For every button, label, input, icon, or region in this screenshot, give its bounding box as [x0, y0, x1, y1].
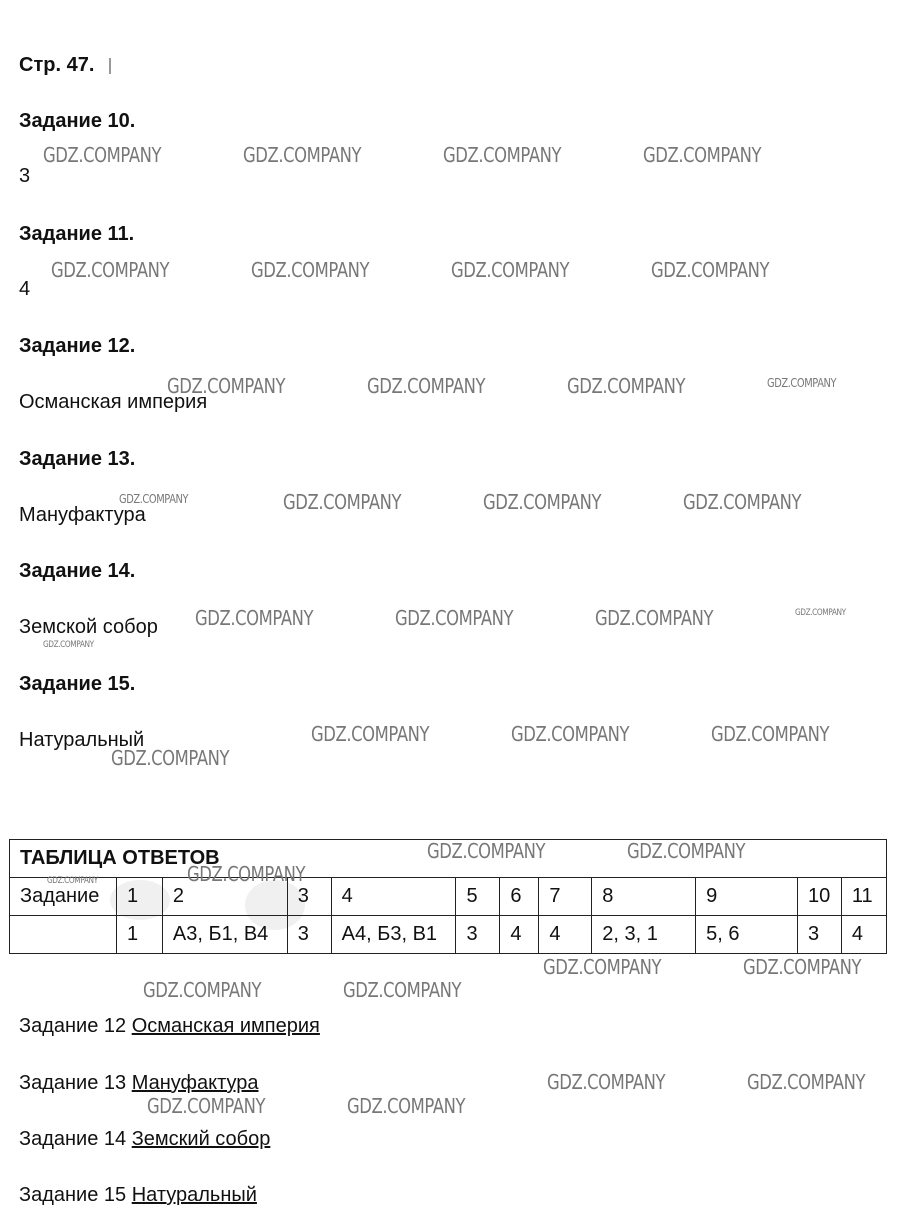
table-header-label: Задание — [10, 878, 117, 916]
watermark: GDZ.COMPANY — [51, 258, 170, 282]
watermark: GDZ.COMPANY — [243, 143, 362, 167]
watermark: GDZ.COMPANY — [747, 1070, 866, 1094]
watermark: GDZ.COMPANY — [195, 606, 314, 630]
table-answer-cell: 4 — [500, 916, 539, 954]
watermark: GDZ.COMPANY — [251, 258, 370, 282]
task-15-heading: Задание 15. — [19, 673, 136, 695]
task-10-heading: Задание 10. — [19, 110, 136, 132]
watermark: GDZ.COMPANY — [367, 374, 486, 398]
watermark: GDZ.COMPANY — [543, 955, 662, 979]
table-answer-cell: 2, 3, 1 — [592, 916, 696, 954]
watermark: GDZ.COMPANY — [187, 862, 306, 886]
task-12-answer: Османская империя — [19, 391, 208, 413]
table-header-cell: 2 — [162, 878, 287, 916]
table-header-cell: 3 — [287, 878, 331, 916]
watermark: GDZ.COMPANY — [43, 143, 162, 167]
table-answer-cell: 1 — [116, 916, 162, 954]
table-answer-cell: 5, 6 — [696, 916, 798, 954]
watermark: GDZ.COMPANY — [643, 143, 762, 167]
table-answer-cell: А3, Б1, В4 — [162, 916, 287, 954]
table-header-cell: 11 — [841, 878, 886, 916]
summary-value-link[interactable]: Земский собор — [131, 1128, 271, 1150]
watermark: GDZ.COMPANY — [483, 490, 602, 514]
table-header-cell: 8 — [592, 878, 696, 916]
watermark: GDZ.COMPANY — [43, 640, 94, 650]
watermark: GDZ.COMPANY — [547, 1070, 666, 1094]
watermark: GDZ.COMPANY — [311, 722, 430, 746]
task-11-heading: Задание 11. — [19, 223, 135, 245]
watermark: GDZ.COMPANY — [167, 374, 286, 398]
summary-value-link[interactable]: Османская империя — [131, 1015, 320, 1037]
task-13-heading: Задание 13. — [19, 448, 136, 470]
task-14-heading: Задание 14. — [19, 560, 136, 582]
watermark: GDZ.COMPANY — [143, 978, 262, 1002]
table-answer-cell: 3 — [456, 916, 500, 954]
watermark: GDZ.COMPANY — [147, 1094, 266, 1118]
watermark: GDZ.COMPANY — [119, 492, 189, 506]
table-answer-row — [10, 916, 887, 954]
summary-label: Задание 12 — [19, 1015, 127, 1037]
table-answer-cell: 3 — [287, 916, 331, 954]
table-answer-cell: 4 — [841, 916, 886, 954]
watermark: GDZ.COMPANY — [767, 376, 837, 390]
table-answer-label — [10, 916, 117, 954]
watermark: GDZ.COMPANY — [651, 258, 770, 282]
summary-line-14 — [19, 1128, 270, 1151]
watermark: GDZ.COMPANY — [395, 606, 514, 630]
table-header-cell: 1 — [116, 878, 162, 916]
watermark: GDZ.COMPANY — [795, 608, 846, 618]
table-answer-cell: 4 — [539, 916, 592, 954]
watermark: GDZ.COMPANY — [511, 722, 630, 746]
table-header-cell: 5 — [456, 878, 500, 916]
table-header-cell: 9 — [696, 878, 798, 916]
summary-value-link[interactable]: Натуральный — [131, 1184, 257, 1206]
watermark: GDZ.COMPANY — [711, 722, 830, 746]
summary-line-13 — [19, 1072, 259, 1095]
summary-label: Задание 15 — [19, 1184, 127, 1206]
watermark: GDZ.COMPANY — [283, 490, 402, 514]
summary-label: Задание 13 — [19, 1072, 127, 1094]
page-header: Стр. 47. — [19, 54, 95, 76]
table-header-cell: 10 — [797, 878, 841, 916]
summary-value-link[interactable]: Мануфактура — [131, 1072, 259, 1094]
watermark: GDZ.COMPANY — [595, 606, 714, 630]
cursor-mark — [109, 58, 111, 74]
table-header-cell: 4 — [331, 878, 456, 916]
watermark: GDZ.COMPANY — [111, 746, 230, 770]
table-header-cell: 6 — [500, 878, 539, 916]
watermark: GDZ.COMPANY — [743, 955, 862, 979]
table-header-cell: 7 — [539, 878, 592, 916]
watermark: GDZ.COMPANY — [347, 1094, 466, 1118]
task-12-heading: Задание 12. — [19, 335, 136, 357]
watermark: GDZ.COMPANY — [443, 143, 562, 167]
table-answer-cell: 3 — [797, 916, 841, 954]
summary-label: Задание 14 — [19, 1128, 127, 1150]
task-14-answer: Земской собор — [19, 616, 158, 638]
watermark: GDZ.COMPANY — [343, 978, 462, 1002]
watermark: GDZ.COMPANY — [683, 490, 802, 514]
summary-line-15 — [19, 1184, 257, 1207]
task-15-answer: Натуральный — [19, 729, 145, 751]
table-header-row — [10, 878, 887, 916]
table-title: ТАБЛИЦА ОТВЕТОВ — [10, 840, 887, 878]
task-13-answer: Мануфактура — [19, 504, 146, 526]
watermark: GDZ.COMPANY — [47, 876, 98, 886]
watermark: GDZ.COMPANY — [427, 839, 546, 863]
watermark: GDZ.COMPANY — [627, 839, 746, 863]
watermark: GDZ.COMPANY — [451, 258, 570, 282]
table-answer-cell: А4, Б3, В1 — [331, 916, 456, 954]
task-11-answer: 4 — [19, 278, 31, 300]
watermark: GDZ.COMPANY — [567, 374, 686, 398]
summary-line-12 — [19, 1015, 320, 1038]
task-10-answer: 3 — [19, 165, 31, 187]
